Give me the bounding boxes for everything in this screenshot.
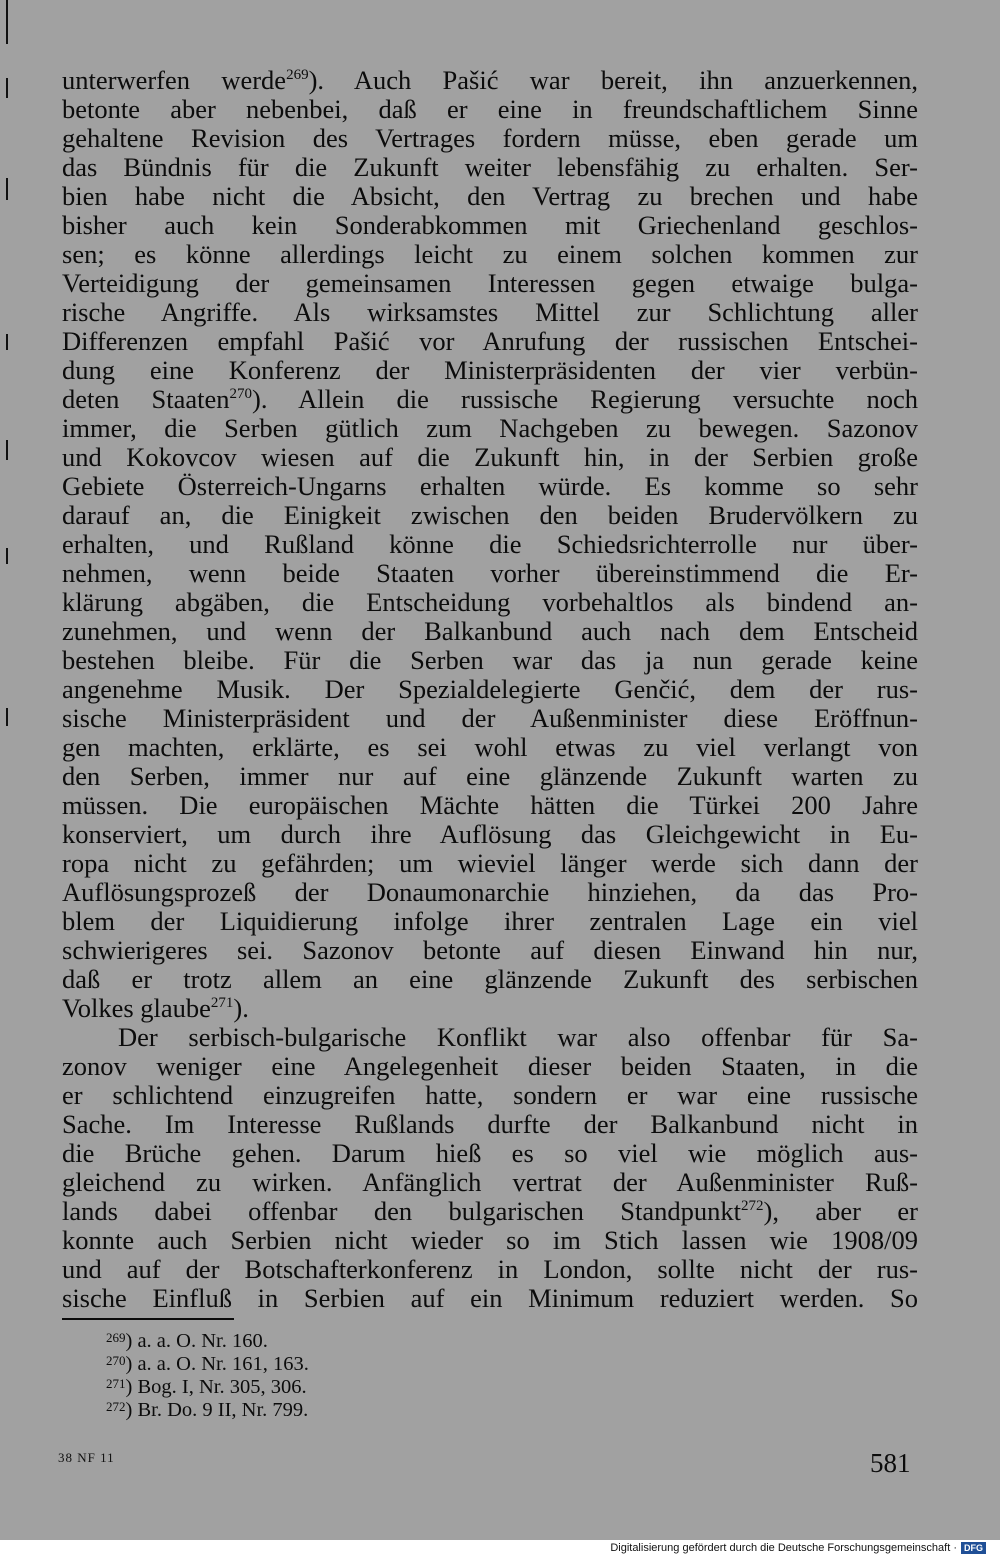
text-line [62,1110,918,1139]
text-run: er schlichtend einzugreifen hatte, sondern er war eine russische [62,1080,918,1110]
text-line [62,1052,918,1081]
text-run: Gebiete Österreich-Ungarns erhalten würde. Es komme so sehr [62,471,918,501]
text-line [62,907,918,936]
text-run: unterwerfen werde [62,65,287,95]
text-line [62,762,918,791]
text-line [62,1197,918,1226]
text-line [62,385,918,414]
text-line [62,501,918,530]
text-run: ropa nicht zu gefährden; um wieviel länger werde sich dann der [62,848,918,878]
text-line [62,820,918,849]
page-edge-mark [6,78,8,98]
text-run: Volkes glaube [62,993,211,1023]
text-line [62,878,918,907]
funding-note: Digitalisierung gefördert durch die Deutsche Forschungsgemeinschaft · [610,1541,957,1554]
text-run: bien habe nicht die Absicht, den Vertrag zu brechen und habe [62,181,918,211]
text-run: dung eine Konferenz der Ministerpräsidenten der vier verbün- [62,355,918,385]
text-line [62,211,918,240]
footnote-reference: 272 [741,1198,764,1214]
text-line [62,559,918,588]
footnote [106,1376,309,1399]
footnote-text: ) Br. Do. 9 II, Nr. 799. [125,1399,309,1421]
footnote-text: ) a. a. O. Nr. 160. [125,1330,268,1352]
text-line [62,704,918,733]
page-edge-mark [6,708,8,726]
text-run: gleichend zu wirken. Anfänglich vertrat der Außenminister Ruß- [62,1167,918,1197]
text-run: zunehmen, und wenn der Balkanbund auch nach dem Entscheid [62,616,918,646]
text-run: sische Ministerpräsident und der Außenminister diese Eröffnun- [62,703,918,733]
footnote [106,1330,309,1353]
text-run: Auflösungsprozeß der Donaumonarchie hinziehen, da das Pro- [62,877,918,907]
footnote-text: ) a. a. O. Nr. 161, 163. [125,1353,309,1375]
text-run: ), aber er [763,1196,919,1226]
text-line [62,124,918,153]
text-run: den Serben, immer nur auf eine glänzende Zukunft warten zu [62,761,918,791]
text-line [62,327,918,356]
signature-mark: 38 NF 11 [58,1450,115,1465]
page-edge-mark [6,440,8,460]
text-run: konserviert, um durch ihre Auflösung das Gleichgewicht in Eu- [62,819,918,849]
text-run: schwierigeres sei. Sazonov betonte auf diesen Einwand hin nur, [62,935,918,965]
text-run: angenehme Musik. Der Spezialdelegierte Genčić, dem der rus- [62,674,918,704]
page-edge-mark [6,178,8,200]
funding-footer [610,1540,986,1555]
text-run: rische Angriffe. Als wirksamstes Mittel zur Schlichtung aller [62,297,918,327]
text-run: immer, die Serben gütlich zum Nachgeben zu bewegen. Sazonov [62,413,918,443]
text-line [62,153,918,182]
text-run: gehaltene Revision des Vertrages fordern müsse, eben gerade um [62,123,918,153]
dfg-logo: DFG [961,1542,986,1554]
text-run: erhalten, und Rußland könne die Schiedsrichterrolle nur über- [62,529,918,559]
footnote [106,1399,309,1422]
text-run: lands dabei offenbar den bulgarischen Standpunkt [62,1196,742,1226]
text-run: ). Allein die russische Regierung versuchte noch [252,384,919,414]
text-line [62,588,918,617]
text-run: gen machten, erklärte, es sei wohl etwas zu viel verlangt von [62,732,918,762]
footnote-reference: 270 [229,386,253,402]
text-run: deten Staaten [62,384,230,414]
text-line [62,66,918,95]
text-line [62,1023,918,1052]
text-run: und auf der Botschafterkonferenz in London, sollte nicht der rus- [62,1254,918,1284]
text-line [62,1284,918,1313]
text-line [62,994,918,1023]
text-line [62,849,918,878]
footnote-number: 271 [106,1376,126,1391]
body-text [62,66,918,1313]
text-line [62,240,918,269]
page-edge-line [6,0,8,44]
text-line [62,414,918,443]
footnote-rule [62,1318,234,1320]
text-run: nehmen, wenn beide Staaten vorher übereinstimmend die Er- [62,558,918,588]
text-run: sen; es könne allerdings leicht zu einem solchen kommen zur [62,239,918,269]
text-line [62,965,918,994]
text-run: bisher auch kein Sonderabkommen mit Griechenland geschlos- [62,210,918,240]
footnote-text: ) Bog. I, Nr. 305, 306. [125,1376,307,1398]
text-run: bestehen bleibe. Für die Serben war das ja nun gerade keine [62,645,918,675]
text-run: betonte aber nebenbei, daß er eine in freundschaftlichem Sinne [62,94,918,124]
text-line [62,646,918,675]
footnote [106,1353,309,1376]
footnote-number: 270 [106,1353,126,1368]
footnote-number: 269 [106,1330,126,1345]
footnotes [106,1330,309,1422]
text-run: ). Auch Pašić war bereit, ihn anzuerkennen, [308,65,919,95]
text-run: darauf an, die Einigkeit zwischen den beiden Brudervölkern zu [62,500,918,530]
text-run: blem der Liquidierung infolge ihrer zentralen Lage ein viel [62,906,918,936]
text-line [62,1255,918,1284]
text-line [62,269,918,298]
text-line [62,356,918,385]
text-run: zonov weniger eine Angelegenheit dieser beiden Staaten, in die [62,1051,918,1081]
text-line [62,1139,918,1168]
footnote-number: 272 [106,1399,126,1414]
text-line [62,182,918,211]
text-line [62,443,918,472]
text-run: konnte auch Serbien nicht wieder so im Stich lassen wie 1908/09 [62,1225,918,1255]
text-line [62,298,918,327]
text-run: klärung abgäben, die Entscheidung vorbehaltlos als bindend an- [62,587,918,617]
page-number: 581 [870,1448,911,1478]
text-run: sische Einfluß in Serbien auf ein Minimum reduziert werden. So [62,1283,918,1313]
text-line [62,472,918,501]
text-run: Differenzen empfahl Pašić vor Anrufung der russischen Entschei- [62,326,918,356]
text-line [62,733,918,762]
text-run: ). [233,993,249,1023]
text-line [62,1081,918,1110]
text-run: daß er trotz allem an eine glänzende Zukunft des serbischen [62,964,918,994]
text-run: das Bündnis für die Zukunft weiter lebensfähig zu erhalten. Ser- [62,152,918,182]
page-edge-mark [6,548,8,564]
text-line [62,791,918,820]
text-run: Verteidigung der gemeinsamen Interessen gegen etwaige bulga- [62,268,918,298]
text-line [62,530,918,559]
text-line [62,1226,918,1255]
text-line [62,1168,918,1197]
text-run: und Kokovcov wiesen auf die Zukunft hin, in der Serbien große [62,442,918,472]
text-line [62,617,918,646]
text-run: Der serbisch-bulgarische Konflikt war also offenbar für Sa- [118,1022,918,1052]
text-line [62,95,918,124]
text-line [62,936,918,965]
footnote-reference: 269 [286,67,309,83]
text-run: die Brüche gehen. Darum hieß es so viel wie möglich aus- [62,1138,918,1168]
page-edge-mark [6,334,8,350]
text-run: Sache. Im Interesse Rußlands durfte der Balkanbund nicht in [62,1109,918,1139]
text-run: müssen. Die europäischen Mächte hätten die Türkei 200 Jahre [62,790,918,820]
footnote-reference: 271 [210,995,234,1011]
text-line [62,675,918,704]
